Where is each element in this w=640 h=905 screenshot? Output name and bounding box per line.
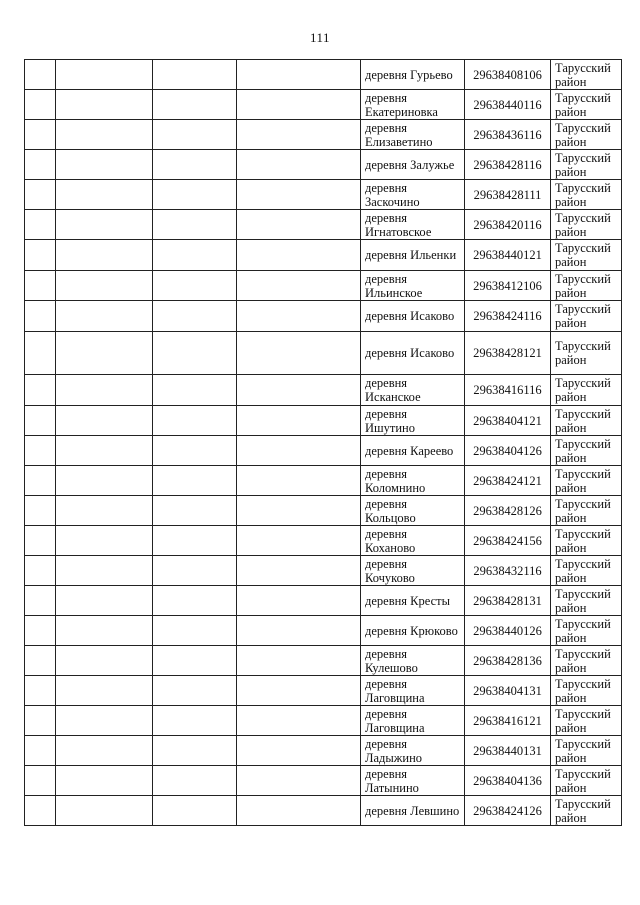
table-row — [25, 736, 622, 766]
region-cell: Тарусский район — [551, 436, 622, 466]
region-cell: Тарусский район — [551, 496, 622, 526]
empty-cell — [237, 646, 361, 676]
oktmo-code-cell: 29638440126 — [465, 616, 551, 646]
empty-cell — [25, 646, 56, 676]
empty-cell — [153, 766, 237, 796]
table-row — [25, 466, 622, 496]
empty-cell — [56, 90, 153, 120]
empty-cell — [25, 766, 56, 796]
empty-cell — [237, 706, 361, 736]
empty-cell — [56, 586, 153, 616]
settlement-name-cell: деревня Залужье — [361, 150, 465, 180]
settlement-name-cell: деревня Ильинское — [361, 271, 465, 301]
empty-cell — [153, 150, 237, 180]
table-row — [25, 210, 622, 240]
settlement-name-cell: деревня Кольцово — [361, 496, 465, 526]
region-cell: Тарусский район — [551, 180, 622, 210]
settlement-name-cell: деревня Исаково — [361, 301, 465, 332]
oktmo-code-cell: 29638428126 — [465, 496, 551, 526]
empty-cell — [153, 210, 237, 240]
empty-cell — [153, 586, 237, 616]
empty-cell — [56, 796, 153, 826]
oktmo-code-cell: 29638440121 — [465, 240, 551, 271]
region-cell: Тарусский район — [551, 332, 622, 375]
oktmo-code-cell: 29638424126 — [465, 796, 551, 826]
region-cell: Тарусский район — [551, 210, 622, 240]
region-cell: Тарусский район — [551, 616, 622, 646]
empty-cell — [25, 406, 56, 436]
empty-cell — [56, 120, 153, 150]
empty-cell — [237, 60, 361, 90]
empty-cell — [56, 526, 153, 556]
empty-cell — [153, 271, 237, 301]
empty-cell — [25, 616, 56, 646]
region-cell: Тарусский район — [551, 736, 622, 766]
empty-cell — [237, 120, 361, 150]
oktmo-code-cell: 29638416121 — [465, 706, 551, 736]
table-row — [25, 676, 622, 706]
table-row — [25, 150, 622, 180]
settlement-name-cell: деревня Латынино — [361, 766, 465, 796]
region-cell: Тарусский район — [551, 301, 622, 332]
empty-cell — [25, 526, 56, 556]
empty-cell — [237, 736, 361, 766]
empty-cell — [25, 586, 56, 616]
table-row — [25, 406, 622, 436]
empty-cell — [56, 240, 153, 271]
empty-cell — [25, 736, 56, 766]
empty-cell — [237, 586, 361, 616]
empty-cell — [153, 406, 237, 436]
settlement-name-cell: деревня Гурьево — [361, 60, 465, 90]
empty-cell — [237, 616, 361, 646]
settlement-name-cell: деревня Исканское — [361, 375, 465, 406]
oktmo-code-cell: 29638436116 — [465, 120, 551, 150]
table-row — [25, 180, 622, 210]
empty-cell — [153, 796, 237, 826]
table-row — [25, 332, 622, 375]
empty-cell — [56, 646, 153, 676]
region-cell: Тарусский район — [551, 375, 622, 406]
oktmo-code-cell: 29638428136 — [465, 646, 551, 676]
table-row — [25, 120, 622, 150]
region-cell: Тарусский район — [551, 466, 622, 496]
settlement-name-cell: деревня Коломнино — [361, 466, 465, 496]
table-row — [25, 646, 622, 676]
empty-cell — [237, 526, 361, 556]
empty-cell — [153, 90, 237, 120]
oktmo-code-cell: 29638424156 — [465, 526, 551, 556]
empty-cell — [25, 706, 56, 736]
empty-cell — [56, 766, 153, 796]
empty-cell — [25, 436, 56, 466]
empty-cell — [25, 150, 56, 180]
empty-cell — [237, 150, 361, 180]
empty-cell — [56, 466, 153, 496]
oktmo-code-cell: 29638428116 — [465, 150, 551, 180]
empty-cell — [56, 375, 153, 406]
settlement-name-cell: деревня Исаково — [361, 332, 465, 375]
empty-cell — [153, 646, 237, 676]
empty-cell — [237, 556, 361, 586]
empty-cell — [25, 496, 56, 526]
empty-cell — [237, 406, 361, 436]
empty-cell — [56, 301, 153, 332]
settlement-name-cell: деревня Кулешово — [361, 646, 465, 676]
empty-cell — [153, 556, 237, 586]
empty-cell — [56, 706, 153, 736]
settlement-name-cell: деревня Кресты — [361, 586, 465, 616]
empty-cell — [56, 210, 153, 240]
region-cell: Тарусский район — [551, 706, 622, 736]
empty-cell — [25, 210, 56, 240]
empty-cell — [237, 496, 361, 526]
empty-cell — [25, 375, 56, 406]
empty-cell — [153, 240, 237, 271]
empty-cell — [25, 676, 56, 706]
empty-cell — [237, 90, 361, 120]
table-row — [25, 60, 622, 90]
oktmo-code-cell: 29638424121 — [465, 466, 551, 496]
oktmo-code-cell: 29638428121 — [465, 332, 551, 375]
empty-cell — [25, 301, 56, 332]
oktmo-code-cell: 29638412106 — [465, 271, 551, 301]
table-row — [25, 586, 622, 616]
empty-cell — [56, 180, 153, 210]
table-row — [25, 496, 622, 526]
oktmo-code-cell: 29638404136 — [465, 766, 551, 796]
oktmo-code-cell: 29638440116 — [465, 90, 551, 120]
region-cell: Тарусский район — [551, 90, 622, 120]
empty-cell — [237, 301, 361, 332]
page-number: 111 — [309, 30, 331, 45]
empty-cell — [56, 60, 153, 90]
empty-cell — [25, 120, 56, 150]
empty-cell — [25, 271, 56, 301]
empty-cell — [153, 301, 237, 332]
empty-cell — [237, 766, 361, 796]
empty-cell — [237, 210, 361, 240]
region-cell: Тарусский район — [551, 556, 622, 586]
region-cell: Тарусский район — [551, 120, 622, 150]
region-cell: Тарусский район — [551, 796, 622, 826]
empty-cell — [237, 375, 361, 406]
empty-cell — [25, 240, 56, 271]
region-cell: Тарусский район — [551, 60, 622, 90]
empty-cell — [25, 332, 56, 375]
oktmo-code-cell: 29638404126 — [465, 436, 551, 466]
settlement-name-cell: деревня Ильенки — [361, 240, 465, 271]
empty-cell — [56, 436, 153, 466]
oktmo-code-cell: 29638424116 — [465, 301, 551, 332]
region-cell: Тарусский район — [551, 150, 622, 180]
oktmo-code-cell: 29638420116 — [465, 210, 551, 240]
oktmo-code-cell: 29638416116 — [465, 375, 551, 406]
settlement-name-cell: деревня Крюково — [361, 616, 465, 646]
empty-cell — [25, 556, 56, 586]
empty-cell — [237, 180, 361, 210]
settlement-name-cell: деревня Ишутино — [361, 406, 465, 436]
region-cell: Тарусский район — [551, 526, 622, 556]
empty-cell — [237, 676, 361, 706]
table-row — [25, 766, 622, 796]
settlement-name-cell: деревня Елизаветино — [361, 120, 465, 150]
table-row — [25, 240, 622, 271]
empty-cell — [153, 526, 237, 556]
region-cell: Тарусский район — [551, 586, 622, 616]
settlement-name-cell: деревня Екатериновка — [361, 90, 465, 120]
settlement-name-cell: деревня Ладыжино — [361, 736, 465, 766]
empty-cell — [56, 616, 153, 646]
empty-cell — [56, 496, 153, 526]
oktmo-code-cell: 29638432116 — [465, 556, 551, 586]
empty-cell — [237, 436, 361, 466]
table-row — [25, 90, 622, 120]
table-row — [25, 796, 622, 826]
table-row — [25, 301, 622, 332]
empty-cell — [56, 676, 153, 706]
table-row — [25, 436, 622, 466]
empty-cell — [56, 150, 153, 180]
empty-cell — [25, 180, 56, 210]
settlement-name-cell: деревня Заскочино — [361, 180, 465, 210]
region-cell: Тарусский район — [551, 676, 622, 706]
oktmo-code-cell: 29638408106 — [465, 60, 551, 90]
settlement-name-cell: деревня Игнатовское — [361, 210, 465, 240]
oktmo-code-cell: 29638440131 — [465, 736, 551, 766]
empty-cell — [153, 180, 237, 210]
table-body — [25, 60, 622, 826]
empty-cell — [25, 796, 56, 826]
table-row — [25, 271, 622, 301]
oktmo-code-cell: 29638404121 — [465, 406, 551, 436]
settlement-name-cell: деревня Лаговщина — [361, 706, 465, 736]
table-row — [25, 375, 622, 406]
oktmo-code-cell: 29638404131 — [465, 676, 551, 706]
table-row — [25, 526, 622, 556]
region-cell: Тарусский район — [551, 646, 622, 676]
empty-cell — [153, 60, 237, 90]
settlement-name-cell: деревня Кареево — [361, 436, 465, 466]
table-row — [25, 556, 622, 586]
region-cell: Тарусский район — [551, 240, 622, 271]
empty-cell — [153, 332, 237, 375]
empty-cell — [56, 332, 153, 375]
settlement-name-cell: деревня Лаговщина — [361, 676, 465, 706]
settlement-name-cell: деревня Левшино — [361, 796, 465, 826]
empty-cell — [153, 466, 237, 496]
region-cell: Тарусский район — [551, 406, 622, 436]
empty-cell — [56, 406, 153, 436]
oktmo-code-cell: 29638428111 — [465, 180, 551, 210]
empty-cell — [153, 375, 237, 406]
empty-cell — [237, 796, 361, 826]
empty-cell — [237, 332, 361, 375]
region-cell: Тарусский район — [551, 766, 622, 796]
empty-cell — [237, 271, 361, 301]
empty-cell — [153, 496, 237, 526]
empty-cell — [56, 736, 153, 766]
empty-cell — [153, 436, 237, 466]
settlement-table — [24, 59, 622, 826]
empty-cell — [153, 616, 237, 646]
empty-cell — [25, 60, 56, 90]
empty-cell — [25, 90, 56, 120]
empty-cell — [153, 706, 237, 736]
empty-cell — [153, 676, 237, 706]
table-row — [25, 616, 622, 646]
empty-cell — [25, 466, 56, 496]
empty-cell — [153, 120, 237, 150]
oktmo-code-cell: 29638428131 — [465, 586, 551, 616]
empty-cell — [56, 556, 153, 586]
table-row — [25, 706, 622, 736]
settlement-name-cell: деревня Коханово — [361, 526, 465, 556]
region-cell: Тарусский район — [551, 271, 622, 301]
empty-cell — [56, 271, 153, 301]
settlement-name-cell: деревня Кочуково — [361, 556, 465, 586]
empty-cell — [237, 240, 361, 271]
empty-cell — [153, 736, 237, 766]
empty-cell — [237, 466, 361, 496]
